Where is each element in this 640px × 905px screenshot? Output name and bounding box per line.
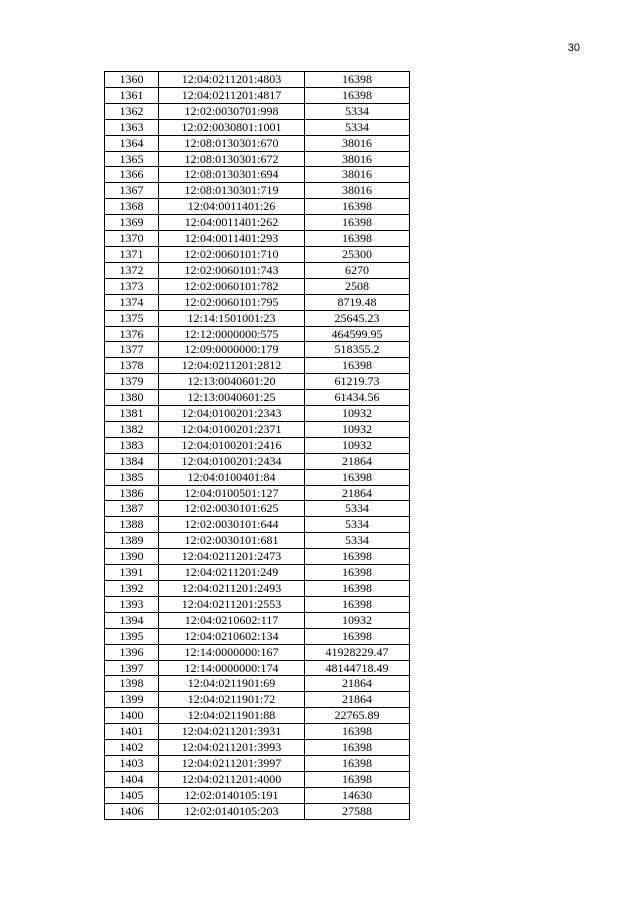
- table-row: [105, 135, 410, 151]
- value-cell: 16398: [305, 581, 410, 597]
- table-row: [105, 581, 410, 597]
- table-row: [105, 485, 410, 501]
- table-row: [105, 676, 410, 692]
- cadastral-number-cell: 12:04:0211901:69: [159, 676, 305, 692]
- cadastral-number-cell: 12:02:0030101:681: [159, 533, 305, 549]
- cadastral-number-cell: 12:04:0211201:3931: [159, 724, 305, 740]
- cadastral-number-cell: 12:04:0211201:2473: [159, 549, 305, 565]
- cadastral-number-cell: 12:04:0100501:127: [159, 485, 305, 501]
- cadastral-number-cell: 12:14:0000000:167: [159, 644, 305, 660]
- row-index-cell: 1398: [105, 676, 159, 692]
- cadastral-number-cell: 12:04:0211201:249: [159, 565, 305, 581]
- table-row: [105, 692, 410, 708]
- row-index-cell: 1378: [105, 358, 159, 374]
- cadastral-number-cell: 12:04:0211201:3997: [159, 755, 305, 771]
- row-index-cell: 1403: [105, 755, 159, 771]
- table-row: [105, 549, 410, 565]
- cadastral-number-cell: 12:04:0211201:2493: [159, 581, 305, 597]
- cadastral-number-cell: 12:08:0130301:694: [159, 167, 305, 183]
- value-cell: 21864: [305, 676, 410, 692]
- value-cell: 16398: [305, 740, 410, 756]
- value-cell: 21864: [305, 453, 410, 469]
- value-cell: 27588: [305, 803, 410, 819]
- table-row: [105, 103, 410, 119]
- cadastral-number-cell: 12:04:0211201:3993: [159, 740, 305, 756]
- row-index-cell: 1384: [105, 453, 159, 469]
- cadastral-number-cell: 12:08:0130301:719: [159, 183, 305, 199]
- cadastral-number-cell: 12:04:0100201:2343: [159, 406, 305, 422]
- value-cell: 38016: [305, 183, 410, 199]
- table-row: [105, 72, 410, 88]
- value-cell: 8719.48: [305, 294, 410, 310]
- cadastral-number-cell: 12:04:0011401:26: [159, 199, 305, 215]
- row-index-cell: 1385: [105, 469, 159, 485]
- table-row: [105, 533, 410, 549]
- row-index-cell: 1372: [105, 262, 159, 278]
- table-row: [105, 151, 410, 167]
- table-body: [105, 72, 410, 820]
- value-cell: 5334: [305, 517, 410, 533]
- row-index-cell: 1383: [105, 437, 159, 453]
- table-row: [105, 708, 410, 724]
- row-index-cell: 1397: [105, 660, 159, 676]
- value-cell: 16398: [305, 565, 410, 581]
- cadastral-number-cell: 12:02:0030101:644: [159, 517, 305, 533]
- value-cell: 61219.73: [305, 374, 410, 390]
- row-index-cell: 1366: [105, 167, 159, 183]
- row-index-cell: 1389: [105, 533, 159, 549]
- row-index-cell: 1367: [105, 183, 159, 199]
- row-index-cell: 1362: [105, 103, 159, 119]
- cadastral-number-cell: 12:02:0060101:710: [159, 246, 305, 262]
- cadastral-number-cell: 12:14:1501001:23: [159, 310, 305, 326]
- table-row: [105, 119, 410, 135]
- row-index-cell: 1390: [105, 549, 159, 565]
- value-cell: 16398: [305, 549, 410, 565]
- value-cell: 22765.89: [305, 708, 410, 724]
- cadastral-number-cell: 12:02:0030801:1001: [159, 119, 305, 135]
- cadastral-number-cell: 12:02:0030101:625: [159, 501, 305, 517]
- cadastral-number-cell: 12:04:0210602:134: [159, 628, 305, 644]
- cadastral-number-cell: 12:04:0211201:4803: [159, 72, 305, 88]
- page-number: 30: [567, 42, 580, 54]
- table-row: [105, 803, 410, 819]
- row-index-cell: 1401: [105, 724, 159, 740]
- value-cell: 10932: [305, 612, 410, 628]
- cadastral-number-cell: 12:02:0140105:191: [159, 787, 305, 803]
- value-cell: 16398: [305, 628, 410, 644]
- cadastral-number-cell: 12:04:0211901:88: [159, 708, 305, 724]
- table-row: [105, 199, 410, 215]
- table-row: [105, 167, 410, 183]
- cadastral-number-cell: 12:02:0030701:998: [159, 103, 305, 119]
- value-cell: 16398: [305, 72, 410, 88]
- cadastral-number-cell: 12:04:0100401:84: [159, 469, 305, 485]
- cadastral-number-cell: 12:13:0040601:20: [159, 374, 305, 390]
- table-row: [105, 660, 410, 676]
- row-index-cell: 1391: [105, 565, 159, 581]
- row-index-cell: 1377: [105, 342, 159, 358]
- value-cell: 21864: [305, 485, 410, 501]
- table-row: [105, 421, 410, 437]
- value-cell: 16398: [305, 469, 410, 485]
- value-cell: 14630: [305, 787, 410, 803]
- row-index-cell: 1392: [105, 581, 159, 597]
- table-row: [105, 596, 410, 612]
- row-index-cell: 1363: [105, 119, 159, 135]
- table-row: [105, 755, 410, 771]
- table-row: [105, 469, 410, 485]
- row-index-cell: 1405: [105, 787, 159, 803]
- table-row: [105, 565, 410, 581]
- value-cell: 5334: [305, 119, 410, 135]
- cadastral-number-cell: 12:14:0000000:174: [159, 660, 305, 676]
- row-index-cell: 1380: [105, 390, 159, 406]
- row-index-cell: 1379: [105, 374, 159, 390]
- table-row: [105, 628, 410, 644]
- row-index-cell: 1406: [105, 803, 159, 819]
- value-cell: 6270: [305, 262, 410, 278]
- row-index-cell: 1365: [105, 151, 159, 167]
- value-cell: 38016: [305, 135, 410, 151]
- cadastral-number-cell: 12:04:0211201:2553: [159, 596, 305, 612]
- cadastral-number-cell: 12:13:0040601:25: [159, 390, 305, 406]
- value-cell: 41928229.47: [305, 644, 410, 660]
- value-cell: 25300: [305, 246, 410, 262]
- value-cell: 21864: [305, 692, 410, 708]
- row-index-cell: 1394: [105, 612, 159, 628]
- table-row: [105, 437, 410, 453]
- row-index-cell: 1395: [105, 628, 159, 644]
- table-row: [105, 771, 410, 787]
- row-index-cell: 1396: [105, 644, 159, 660]
- table-row: [105, 278, 410, 294]
- row-index-cell: 1364: [105, 135, 159, 151]
- table-row: [105, 501, 410, 517]
- table-row: [105, 453, 410, 469]
- cadastral-number-cell: 12:04:0011401:293: [159, 231, 305, 247]
- cadastral-number-cell: 12:04:0210602:117: [159, 612, 305, 628]
- table-row: [105, 231, 410, 247]
- row-index-cell: 1361: [105, 87, 159, 103]
- cadastral-number-cell: 12:09:0000000:179: [159, 342, 305, 358]
- cadastral-number-cell: 12:12:0000000:575: [159, 326, 305, 342]
- table-row: [105, 740, 410, 756]
- value-cell: 16398: [305, 231, 410, 247]
- table-row: [105, 787, 410, 803]
- table-row: [105, 246, 410, 262]
- cadastral-number-cell: 12:04:0211201:2812: [159, 358, 305, 374]
- row-index-cell: 1369: [105, 215, 159, 231]
- table-row: [105, 358, 410, 374]
- value-cell: 2508: [305, 278, 410, 294]
- cadastral-number-cell: 12:02:0060101:782: [159, 278, 305, 294]
- value-cell: 16398: [305, 771, 410, 787]
- cadastral-number-cell: 12:04:0211901:72: [159, 692, 305, 708]
- value-cell: 16398: [305, 358, 410, 374]
- data-table: [104, 71, 410, 820]
- cadastral-number-cell: 12:04:0011401:262: [159, 215, 305, 231]
- value-cell: 16398: [305, 215, 410, 231]
- table-row: [105, 87, 410, 103]
- value-cell: 10932: [305, 437, 410, 453]
- value-cell: 38016: [305, 167, 410, 183]
- row-index-cell: 1399: [105, 692, 159, 708]
- value-cell: 48144718.49: [305, 660, 410, 676]
- row-index-cell: 1381: [105, 406, 159, 422]
- row-index-cell: 1373: [105, 278, 159, 294]
- table-row: [105, 406, 410, 422]
- row-index-cell: 1400: [105, 708, 159, 724]
- row-index-cell: 1388: [105, 517, 159, 533]
- table-row: [105, 326, 410, 342]
- cadastral-number-cell: 12:02:0060101:795: [159, 294, 305, 310]
- table-row: [105, 724, 410, 740]
- cadastral-number-cell: 12:02:0060101:743: [159, 262, 305, 278]
- row-index-cell: 1404: [105, 771, 159, 787]
- row-index-cell: 1371: [105, 246, 159, 262]
- value-cell: 16398: [305, 87, 410, 103]
- table-row: [105, 215, 410, 231]
- table-row: [105, 294, 410, 310]
- cadastral-number-cell: 12:04:0100201:2416: [159, 437, 305, 453]
- row-index-cell: 1386: [105, 485, 159, 501]
- cadastral-number-cell: 12:04:0211201:4817: [159, 87, 305, 103]
- value-cell: 5334: [305, 103, 410, 119]
- row-index-cell: 1370: [105, 231, 159, 247]
- table-row: [105, 612, 410, 628]
- table-row: [105, 390, 410, 406]
- value-cell: 10932: [305, 406, 410, 422]
- table-row: [105, 374, 410, 390]
- value-cell: 10932: [305, 421, 410, 437]
- row-index-cell: 1402: [105, 740, 159, 756]
- cadastral-number-cell: 12:02:0140105:203: [159, 803, 305, 819]
- table-row: [105, 183, 410, 199]
- row-index-cell: 1376: [105, 326, 159, 342]
- cadastral-number-cell: 12:04:0100201:2371: [159, 421, 305, 437]
- row-index-cell: 1387: [105, 501, 159, 517]
- value-cell: 518355.2: [305, 342, 410, 358]
- value-cell: 16398: [305, 724, 410, 740]
- value-cell: 16398: [305, 199, 410, 215]
- value-cell: 61434.56: [305, 390, 410, 406]
- value-cell: 16398: [305, 755, 410, 771]
- value-cell: 5334: [305, 533, 410, 549]
- row-index-cell: 1360: [105, 72, 159, 88]
- cadastral-number-cell: 12:08:0130301:670: [159, 135, 305, 151]
- value-cell: 464599.95: [305, 326, 410, 342]
- table-row: [105, 644, 410, 660]
- value-cell: 38016: [305, 151, 410, 167]
- table-row: [105, 310, 410, 326]
- cadastral-number-cell: 12:04:0211201:4000: [159, 771, 305, 787]
- row-index-cell: 1375: [105, 310, 159, 326]
- row-index-cell: 1374: [105, 294, 159, 310]
- row-index-cell: 1368: [105, 199, 159, 215]
- row-index-cell: 1382: [105, 421, 159, 437]
- cadastral-number-cell: 12:04:0100201:2434: [159, 453, 305, 469]
- value-cell: 16398: [305, 596, 410, 612]
- row-index-cell: 1393: [105, 596, 159, 612]
- value-cell: 25645.23: [305, 310, 410, 326]
- cadastral-number-cell: 12:08:0130301:672: [159, 151, 305, 167]
- table-row: [105, 262, 410, 278]
- value-cell: 5334: [305, 501, 410, 517]
- table-row: [105, 342, 410, 358]
- table-row: [105, 517, 410, 533]
